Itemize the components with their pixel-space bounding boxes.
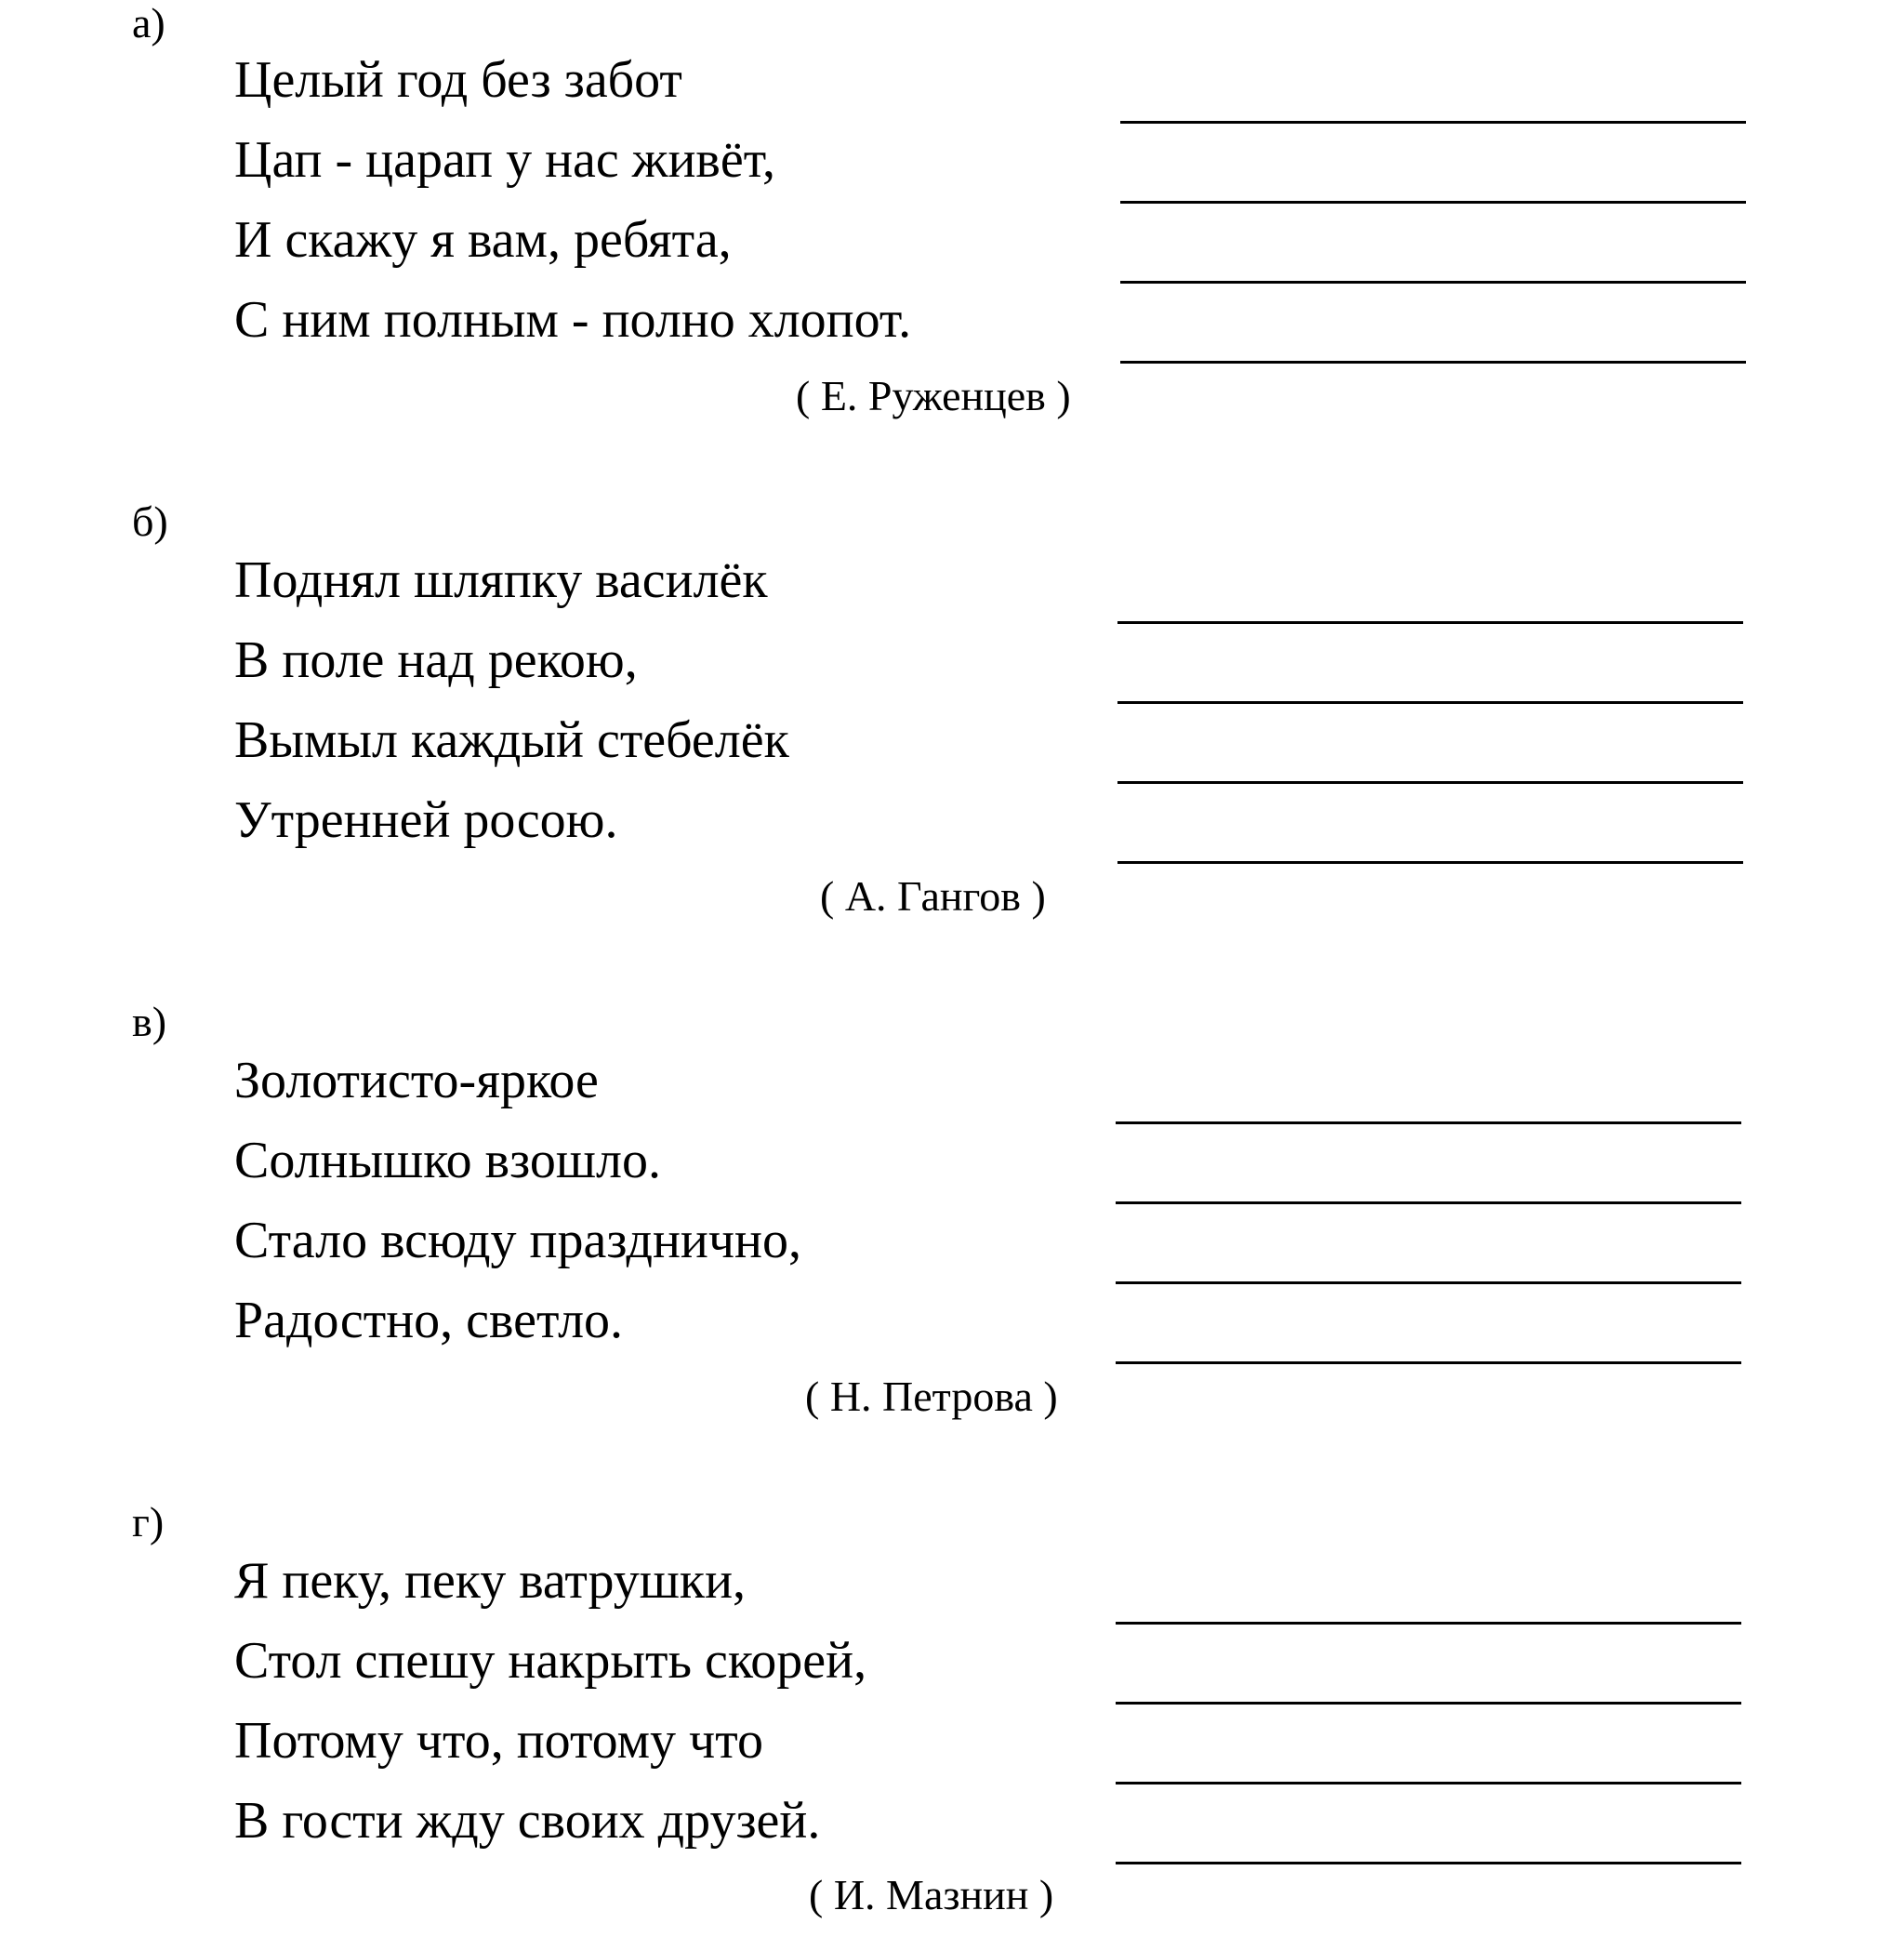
answer-line	[1117, 701, 1743, 704]
stanza-label: а)	[132, 0, 165, 46]
answer-line	[1117, 621, 1743, 624]
verse-line: С ним полным - полно хлопот.	[234, 291, 912, 349]
verse-line: Я пеку, пеку ватрушки,	[234, 1552, 747, 1610]
verse-line: Золотисто-яркое	[234, 1052, 599, 1109]
stanza-label: б)	[132, 498, 168, 545]
stanza-label: г)	[132, 1498, 165, 1546]
verse-line: Целый год без забот	[234, 51, 682, 109]
verse-line: Стало всюду празднично,	[234, 1212, 802, 1269]
verse-line: Стол спешу накрыть скорей,	[234, 1632, 867, 1690]
verse-line: Цап - царап у нас живёт,	[234, 131, 775, 189]
answer-line	[1117, 781, 1743, 784]
answer-line	[1116, 1361, 1741, 1364]
answer-line	[1120, 361, 1746, 364]
author-credit: ( Н. Петрова )	[805, 1373, 1058, 1420]
answer-line	[1116, 1702, 1741, 1705]
author-credit: ( Е. Руженцев )	[796, 372, 1071, 419]
stanza-label: в)	[132, 998, 167, 1045]
answer-line	[1116, 1121, 1741, 1124]
answer-line	[1116, 1201, 1741, 1204]
verse-line: Утренней росою.	[234, 791, 618, 849]
verse-line: В поле над рекою,	[234, 631, 638, 689]
answer-line	[1116, 1622, 1741, 1625]
answer-line	[1116, 1782, 1741, 1784]
verse-line: В гости жду своих друзей.	[234, 1792, 821, 1850]
answer-line	[1120, 281, 1746, 284]
verse-line: Вымыл каждый стебелёк	[234, 711, 789, 769]
verse-line: Поднял шляпку василёк	[234, 551, 768, 609]
verse-line: Радостно, светло.	[234, 1292, 624, 1349]
verse-line: И скажу я вам, ребята,	[234, 211, 732, 269]
verse-line: Солнышко взошло.	[234, 1132, 661, 1189]
verse-line: Потому что, потому что	[234, 1712, 763, 1770]
answer-line	[1120, 201, 1746, 204]
answer-line	[1117, 861, 1743, 864]
answer-line	[1120, 121, 1746, 124]
answer-line	[1116, 1862, 1741, 1864]
author-credit: ( А. Гангов )	[820, 872, 1046, 920]
answer-line	[1116, 1281, 1741, 1284]
author-credit: ( И. Мазнин )	[809, 1871, 1054, 1918]
